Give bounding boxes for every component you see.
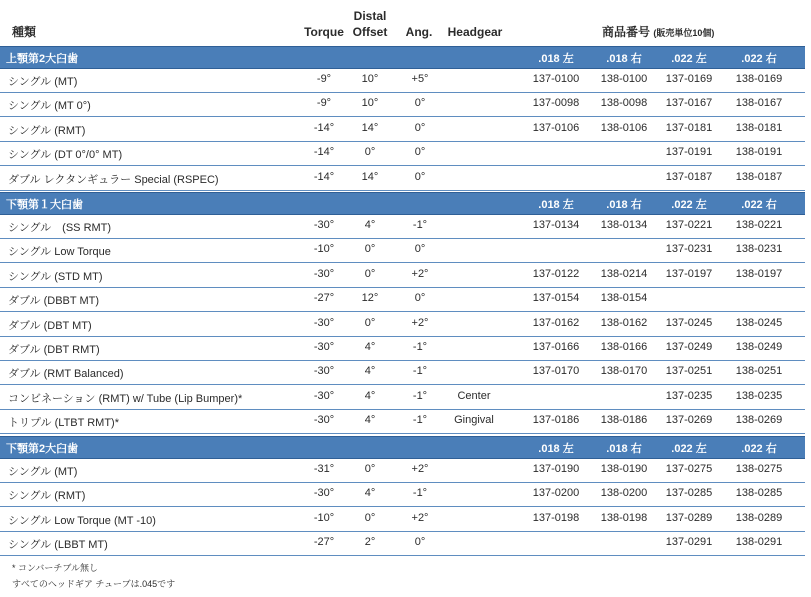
section-header — [0, 192, 805, 215]
row-part-022-right: 138-0289 — [735, 511, 783, 524]
row-name: シングル (STD MT) — [8, 270, 103, 283]
row-angulation: -1° — [412, 487, 428, 500]
section-column-header: .022 右 — [741, 199, 777, 211]
row-torque: -30° — [313, 389, 335, 402]
header-type: 種類 — [12, 25, 37, 39]
row-name: ダブル (DBBT MT) — [8, 295, 100, 308]
row-part-022-left: 137-0167 — [665, 97, 713, 110]
table-row — [0, 68, 805, 93]
row-torque: -14° — [313, 146, 335, 159]
row-torque: -9° — [316, 97, 332, 110]
row-angulation: +2° — [411, 511, 429, 524]
section-column-header: .018 左 — [538, 199, 574, 211]
section-column-header: .018 右 — [606, 199, 642, 211]
section-column-header: .022 左 — [671, 443, 707, 455]
row-offset: 0° — [364, 146, 376, 159]
section-column-header: .018 左 — [538, 53, 574, 65]
row-part-022-right: 138-0169 — [735, 73, 783, 85]
table-row — [0, 141, 805, 166]
row-name: シングル Low Torque — [8, 246, 111, 259]
row-offset: 4° — [364, 414, 376, 427]
row-name: コンビネーション (RMT) w/ Tube (Lip Bumper)* — [8, 392, 243, 405]
row-part-018-left: 137-0098 — [532, 97, 580, 110]
row-angulation: -1° — [412, 219, 428, 231]
row-part-022-right: 138-0251 — [735, 365, 783, 378]
row-part-022-right: 138-0231 — [735, 243, 783, 256]
footnote-headgear-tube: すべてのヘッドギア チューブは.045です — [12, 579, 176, 589]
row-torque: -27° — [313, 536, 335, 549]
row-name: ダブル レクタンギュラー Special (RSPEC) — [8, 173, 219, 186]
table-row — [0, 482, 805, 507]
table-row — [0, 385, 805, 410]
row-angulation: +2° — [411, 463, 429, 475]
row-part-022-right: 138-0291 — [735, 536, 783, 549]
row-angulation: 0° — [414, 243, 426, 256]
row-angulation: -1° — [412, 414, 428, 427]
row-part-018-right: 138-0214 — [600, 267, 648, 280]
row-angulation: +2° — [411, 267, 429, 280]
row-part-022-right: 138-0187 — [735, 170, 783, 183]
section-column-header: .022 左 — [671, 53, 707, 65]
row-part-018-right: 138-0134 — [600, 219, 648, 231]
row-headgear: Center — [457, 389, 491, 402]
section-column-header: .022 左 — [671, 199, 707, 211]
row-offset: 4° — [364, 487, 376, 500]
row-torque: -30° — [313, 316, 335, 329]
row-part-018-left: 137-0186 — [532, 414, 580, 427]
row-name: ダブル (DBT RMT) — [8, 344, 100, 356]
row-offset: 14° — [361, 121, 379, 134]
row-torque: -27° — [313, 292, 335, 305]
row-part-018-left: 137-0162 — [532, 316, 580, 329]
section-header — [0, 46, 805, 69]
row-torque: -10° — [313, 511, 335, 524]
row-part-018-left: 137-0134 — [532, 219, 580, 231]
row-part-018-right: 138-0170 — [600, 365, 648, 378]
row-angulation: +5° — [411, 73, 429, 85]
row-part-018-right: 138-0166 — [600, 341, 648, 353]
row-part-018-left: 137-0198 — [532, 511, 580, 524]
table-row — [0, 531, 805, 556]
row-angulation: 0° — [414, 536, 426, 549]
row-part-022-left: 137-0291 — [665, 536, 713, 549]
table-row — [0, 117, 805, 142]
table-row — [0, 92, 805, 117]
row-part-022-right: 138-0235 — [735, 389, 783, 402]
row-angulation: -1° — [412, 341, 428, 353]
row-offset: 0° — [364, 316, 376, 329]
row-part-022-right: 138-0249 — [735, 341, 783, 353]
row-part-018-left: 137-0170 — [532, 365, 580, 378]
row-angulation: 0° — [414, 146, 426, 159]
row-part-018-left: 137-0200 — [532, 487, 580, 500]
row-name: ダブル (DBT MT) — [8, 319, 92, 332]
row-angulation: 0° — [414, 97, 426, 110]
section-title: 下顎第１大臼歯 — [6, 199, 83, 211]
row-part-022-right: 138-0221 — [735, 219, 783, 231]
row-part-022-left: 137-0187 — [665, 170, 713, 183]
row-offset: 10° — [361, 73, 379, 85]
table-row — [0, 287, 805, 312]
row-part-022-right: 138-0181 — [735, 121, 783, 134]
section-column-header: .022 右 — [741, 53, 777, 65]
header-torque: Torque — [304, 25, 344, 39]
row-angulation: 0° — [414, 121, 426, 134]
section-header — [0, 436, 805, 459]
row-headgear: Gingival — [454, 414, 494, 427]
sales-unit-note: (販売単位10個) — [653, 28, 715, 38]
row-offset: 4° — [364, 219, 376, 231]
row-offset: 4° — [364, 389, 376, 402]
row-torque: -30° — [313, 365, 335, 378]
row-angulation: 0° — [414, 170, 426, 183]
row-part-018-left: 137-0190 — [532, 463, 580, 475]
row-part-018-left: 137-0122 — [532, 267, 580, 280]
row-part-022-left: 137-0169 — [665, 73, 713, 85]
header-offset: Offset — [352, 25, 388, 39]
row-part-018-right: 138-0098 — [600, 97, 648, 110]
section-column-header: .018 右 — [606, 443, 642, 455]
row-name: シングル (MT) — [8, 76, 78, 88]
row-part-022-right: 138-0245 — [735, 316, 783, 329]
row-offset: 2° — [364, 536, 376, 549]
row-offset: 0° — [364, 267, 376, 280]
row-offset: 4° — [364, 365, 376, 378]
row-torque: -30° — [313, 487, 335, 500]
row-name: シングル (SS RMT) — [8, 222, 112, 234]
row-part-022-right: 138-0285 — [735, 487, 783, 500]
row-part-022-right: 138-0167 — [735, 97, 783, 110]
row-name: シングル Low Torque (MT -10) — [8, 514, 156, 527]
row-part-022-left: 137-0181 — [665, 121, 713, 134]
row-offset: 14° — [361, 170, 379, 183]
row-part-022-right: 138-0197 — [735, 267, 783, 280]
row-part-018-right: 138-0200 — [600, 487, 648, 500]
row-part-022-left: 137-0221 — [665, 219, 713, 231]
row-part-022-left: 137-0251 — [665, 365, 713, 378]
row-offset: 12° — [361, 292, 379, 305]
section-title: 上顎第2大臼歯 — [6, 53, 79, 65]
row-torque: -30° — [313, 267, 335, 280]
row-name: ダブル (RMT Balanced) — [8, 368, 124, 381]
row-part-022-right: 138-0275 — [735, 463, 783, 475]
header-distal: Distal — [353, 9, 387, 23]
row-angulation: -1° — [412, 365, 428, 378]
row-name: シングル (DT 0°/0° MT) — [8, 149, 123, 162]
row-part-018-right: 138-0190 — [600, 463, 648, 475]
row-part-022-left: 137-0285 — [665, 487, 713, 500]
row-part-018-right: 138-0100 — [600, 73, 648, 85]
row-part-018-left: 137-0100 — [532, 73, 580, 85]
row-part-022-left: 137-0269 — [665, 414, 713, 427]
section-title: 下顎第2大臼歯 — [6, 443, 79, 455]
table-row — [0, 409, 805, 434]
row-part-018-left: 137-0106 — [532, 121, 580, 134]
row-part-022-left: 137-0197 — [665, 267, 713, 280]
row-name: シングル (MT) — [8, 466, 78, 478]
row-part-022-right: 138-0269 — [735, 414, 783, 427]
section-column-header: .022 右 — [741, 443, 777, 455]
table-row — [0, 507, 805, 532]
table-row — [0, 360, 805, 385]
table-row — [0, 166, 805, 191]
row-part-022-left: 137-0231 — [665, 243, 713, 256]
row-part-022-right: 138-0191 — [735, 146, 783, 159]
row-angulation: -1° — [412, 389, 428, 402]
row-name: シングル (LBBT MT) — [8, 539, 108, 552]
row-torque: -10° — [313, 243, 335, 256]
row-torque: -30° — [313, 414, 335, 427]
row-torque: -30° — [313, 341, 335, 353]
row-name: シングル (RMT) — [8, 490, 86, 503]
row-part-018-right: 138-0198 — [600, 511, 648, 524]
table-row — [0, 263, 805, 288]
section-column-header: .018 右 — [606, 53, 642, 65]
table-row — [0, 312, 805, 337]
table-row — [0, 336, 805, 361]
footnote-convertible: * コンバーチブル無し — [12, 563, 99, 573]
row-torque: -14° — [313, 121, 335, 134]
row-torque: -14° — [313, 170, 335, 183]
row-offset: 0° — [364, 243, 376, 256]
row-part-022-left: 137-0191 — [665, 146, 713, 159]
row-part-018-right: 138-0162 — [600, 316, 648, 329]
header-product-number — [602, 25, 714, 40]
table-row — [0, 238, 805, 263]
product-number-label: 商品番号 — [602, 25, 651, 39]
row-offset: 10° — [361, 97, 379, 110]
row-part-022-left: 137-0235 — [665, 389, 713, 402]
header-ang: Ang. — [405, 25, 433, 39]
table-row — [0, 214, 805, 239]
row-part-018-right: 138-0154 — [600, 292, 648, 305]
row-torque: -9° — [316, 73, 332, 85]
row-part-018-right: 138-0186 — [600, 414, 648, 427]
row-part-022-left: 137-0289 — [665, 511, 713, 524]
row-part-022-left: 137-0249 — [665, 341, 713, 353]
table-row — [0, 458, 805, 483]
row-part-022-left: 137-0275 — [665, 463, 713, 475]
row-name: トリプル (LTBT RMT)* — [8, 417, 119, 430]
row-angulation: +2° — [411, 316, 429, 329]
row-torque: -31° — [313, 463, 335, 475]
row-offset: 4° — [364, 341, 376, 353]
row-part-022-left: 137-0245 — [665, 316, 713, 329]
row-part-018-left: 137-0166 — [532, 341, 580, 353]
row-name: シングル (MT 0°) — [8, 100, 91, 113]
row-part-018-left: 137-0154 — [532, 292, 580, 305]
row-offset: 0° — [364, 511, 376, 524]
row-part-018-right: 138-0106 — [600, 121, 648, 134]
header-headgear: Headgear — [447, 25, 503, 39]
row-torque: -30° — [313, 219, 335, 231]
row-offset: 0° — [364, 463, 376, 475]
row-angulation: 0° — [414, 292, 426, 305]
section-column-header: .018 左 — [538, 443, 574, 455]
row-name: シングル (RMT) — [8, 124, 86, 137]
